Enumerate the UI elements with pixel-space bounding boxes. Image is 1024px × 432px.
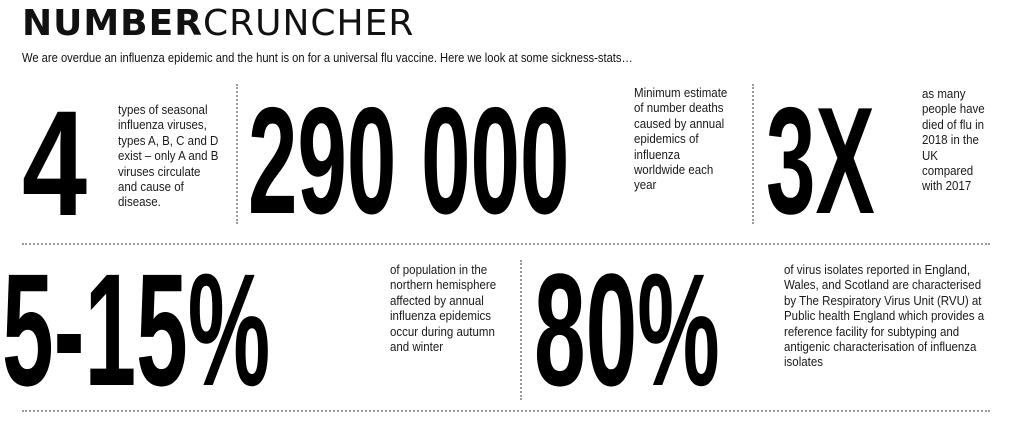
stat-value-80-percent: 80% <box>534 240 720 419</box>
stat-description-3x: as many people have died of flu in 2018 in the UK compared with 2017 <box>922 87 985 194</box>
stat-description-4: types of seasonal influenza viruses, types A, B, C and D exist – only A and B viruses circulate and cause of disease. <box>118 103 219 210</box>
page-title <box>22 2 414 46</box>
stat-description-5-15-percent: of population in the northern hemisphere affected by annual influenza epidemics occur during autumn and winter <box>390 263 497 355</box>
stat-description-290000: Minimum estimate of number deaths caused by annual epidemics of influenza worldwide each year <box>634 86 728 193</box>
title-light-part: CRUNCHER <box>202 3 415 44</box>
stat-value-4: 4 <box>22 79 88 247</box>
title-bold-part: NUMBER <box>22 3 203 44</box>
stat-value-3x: 3X <box>766 76 875 246</box>
stat-value-290000: 290 000 <box>248 76 570 246</box>
divider-horizontal <box>22 410 990 412</box>
page-subtitle: We are overdue an influenza epidemic and the hunt is on for a universal flu vaccine. Here we look at some sickness-stats… <box>22 50 633 65</box>
divider-vertical <box>236 84 238 224</box>
divider-vertical <box>520 260 522 400</box>
stat-value-5-15-percent: 5-15% <box>2 240 271 419</box>
divider-vertical <box>752 84 754 224</box>
stat-description-80-percent: of virus isolates reported in England, Wales, and Scotland are characterised by The Respiratory Virus Unit (RVU) at Public health England which provides a reference facility for subtyping and antigenic characterisation of influenza isolates <box>784 263 985 370</box>
